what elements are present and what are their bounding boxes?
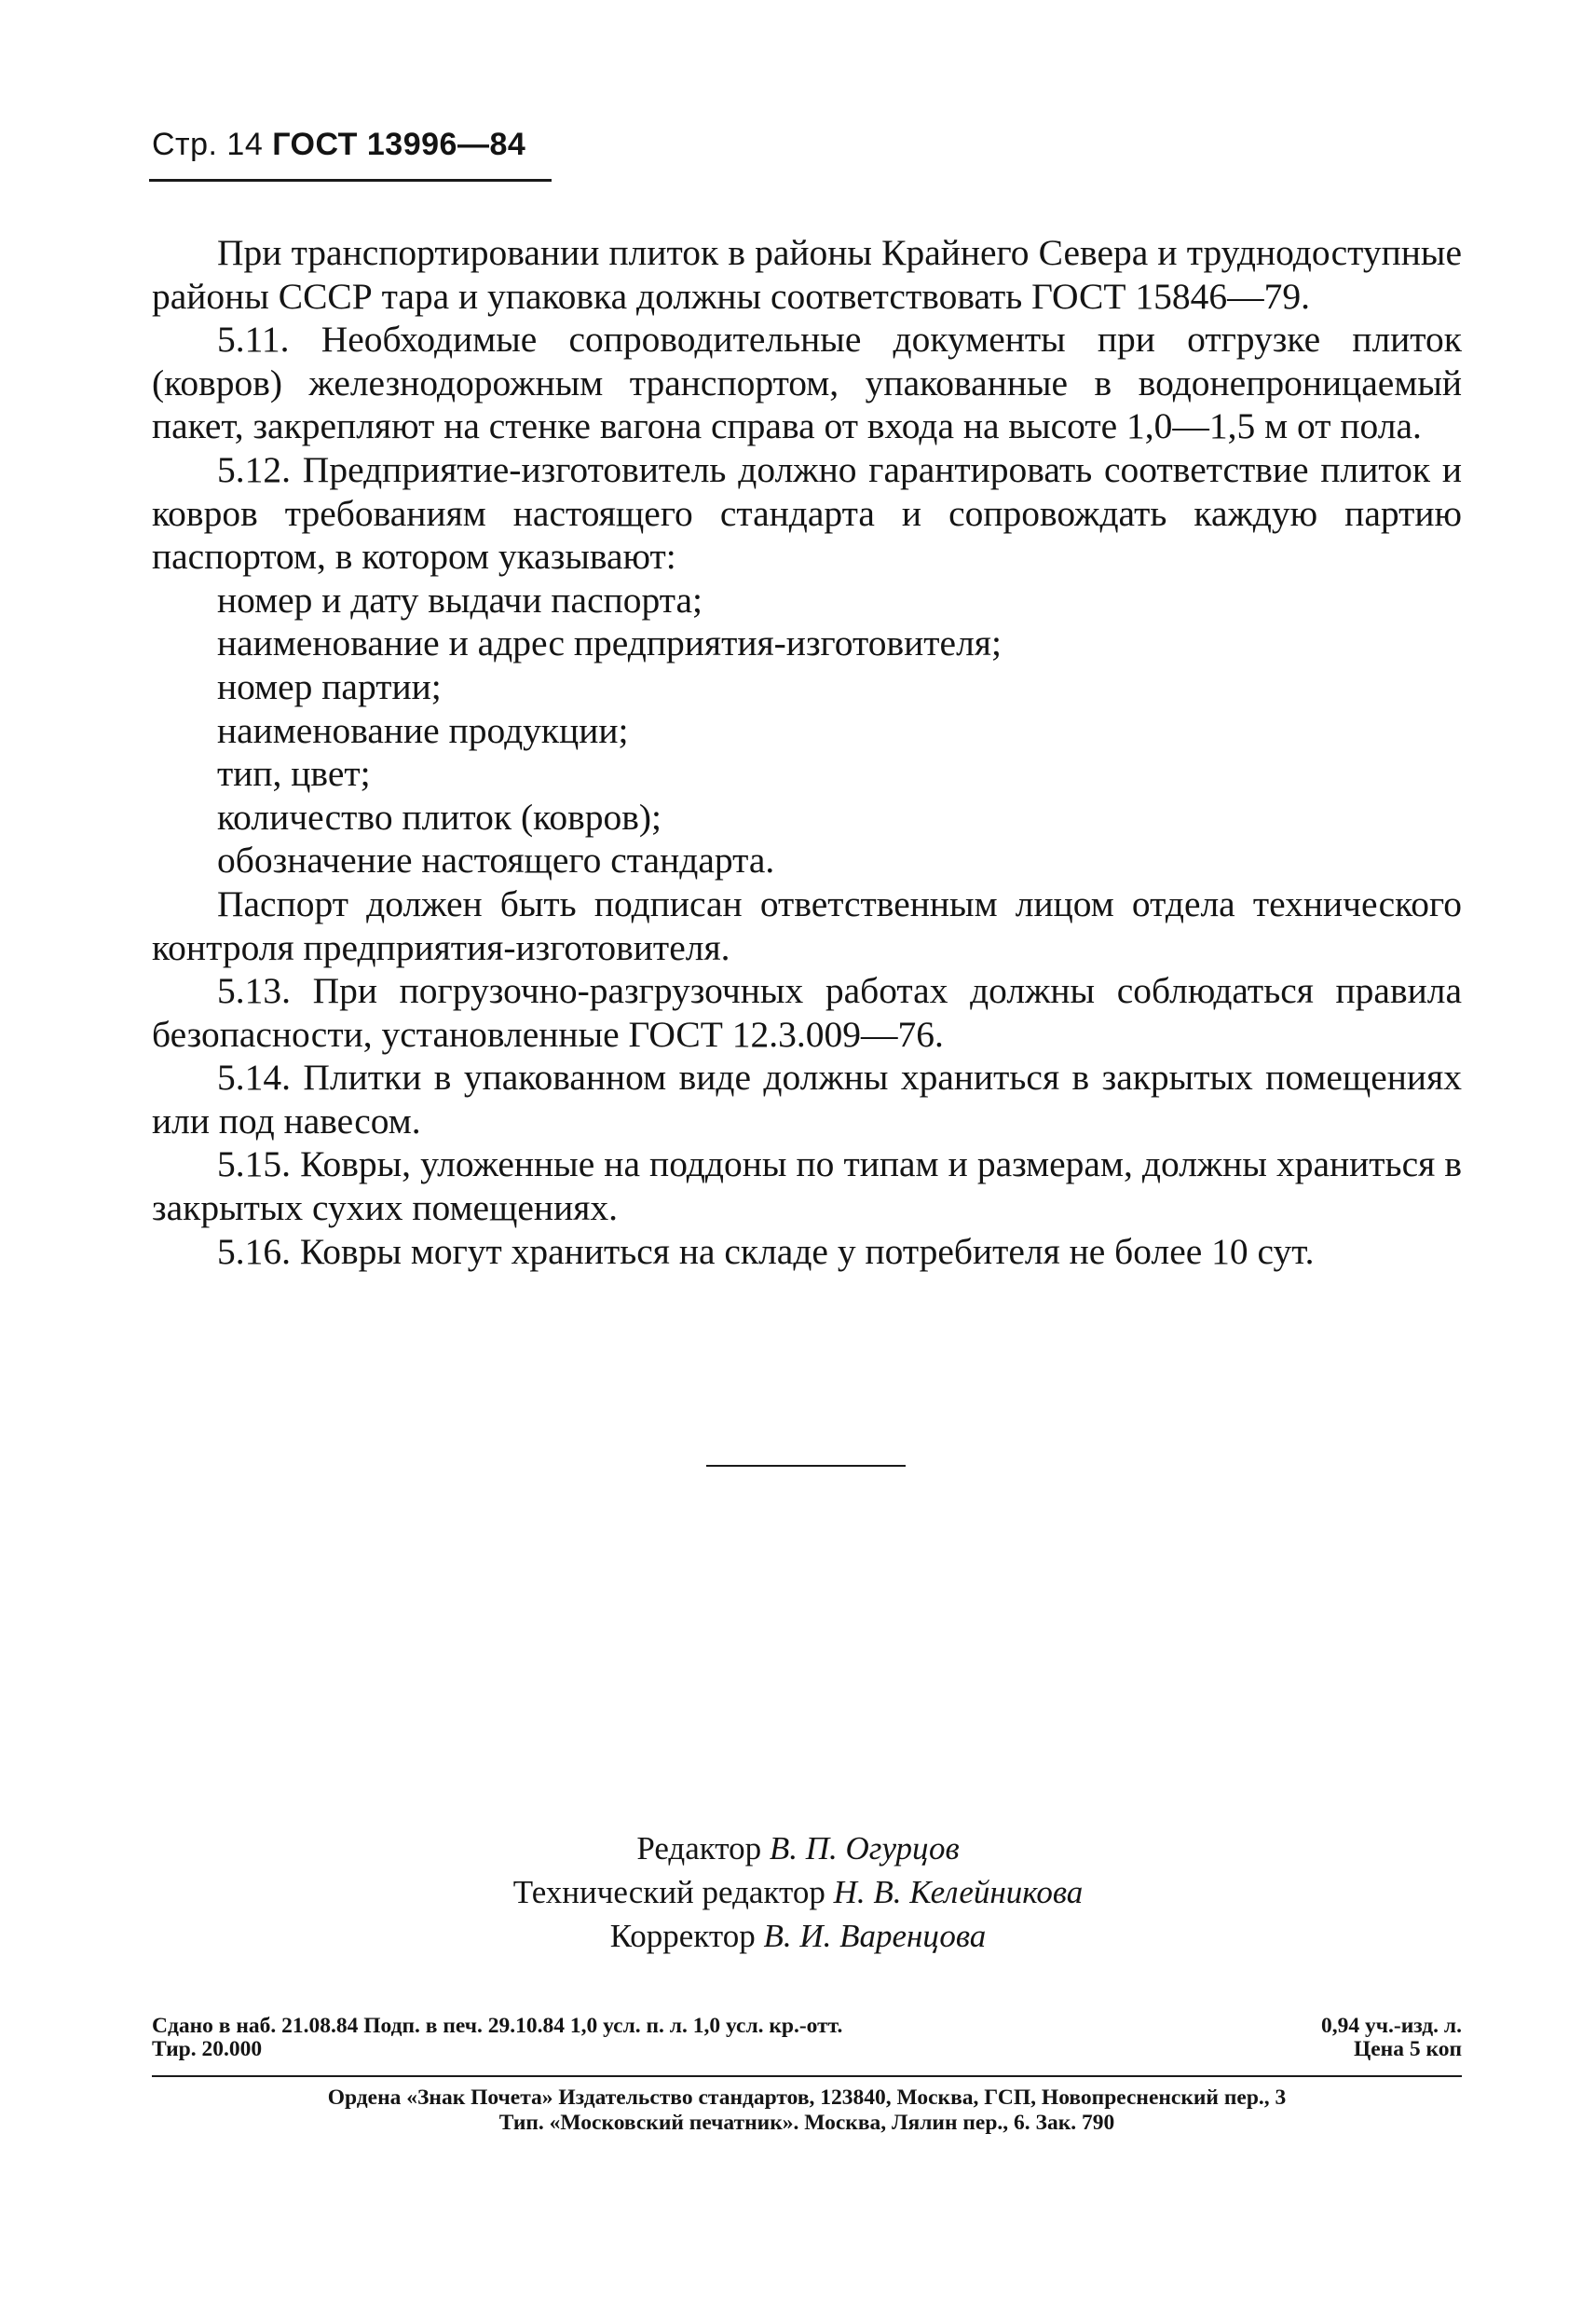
list-item: наименование продукции; bbox=[217, 709, 629, 751]
credits-block bbox=[0, 1826, 1596, 1958]
list-item: количество плиток (ковров); bbox=[217, 796, 662, 838]
paragraph: При транспортировании плиток в районы Крайнего Севера и труднодоступные районы СССР тара и упаковка должны соответствовать ГОСТ 15846—79. bbox=[152, 232, 1462, 317]
print-imprint bbox=[152, 2015, 1462, 2061]
imprint-rule bbox=[152, 2075, 1462, 2077]
credit-role: Редактор bbox=[636, 1830, 762, 1867]
credit-name: В. П. Огурцов bbox=[769, 1830, 960, 1867]
page-label: Стр. 14 bbox=[152, 127, 264, 162]
list-item: тип, цвет; bbox=[217, 753, 371, 795]
list-item: наименование и адрес предприятия-изготовителя; bbox=[217, 622, 1002, 664]
running-header bbox=[152, 127, 525, 163]
paragraph: 5.14. Плитки в упакованном виде должны храниться в закрытых помещениях или под навесом. bbox=[152, 1057, 1462, 1142]
imprint-print-run: Тир. 20.000 bbox=[152, 2037, 263, 2061]
paragraph: 5.13. При погрузочно-разгрузочных работах должны соблюдаться правила безопасности, установленные ГОСТ 12.3.009—76. bbox=[152, 970, 1462, 1055]
imprint-sheets: 0,94 уч.-изд. л. bbox=[1321, 2014, 1462, 2038]
credit-proofreader bbox=[0, 1914, 1596, 1958]
list-item: номер и дату выдачи паспорта; bbox=[217, 579, 703, 621]
publisher-info bbox=[152, 2085, 1462, 2136]
list-item: обозначение настоящего стандарта. bbox=[217, 840, 775, 882]
publisher-line: Ордена «Знак Почета» Издательство стандартов, 123840, Москва, ГСП, Новопресненский пер., 3 bbox=[327, 2085, 1287, 2110]
body-text bbox=[152, 231, 1462, 1273]
credit-name: Н. В. Келейникова bbox=[833, 1874, 1084, 1910]
credit-technical-editor bbox=[0, 1870, 1596, 1914]
imprint-dates: Сдано в наб. 21.08.84 Подп. в печ. 29.10.84 1,0 усл. п. л. 1,0 усл. кр.-отт. bbox=[152, 2014, 843, 2038]
header-doc-id: ГОСТ 13996—84 bbox=[272, 127, 526, 162]
printer-line: Тип. «Московский печатник». Москва, Лялин пер., 6. Зак. 790 bbox=[498, 2111, 1115, 2135]
imprint-price: Цена 5 коп bbox=[1353, 2037, 1462, 2061]
paragraph: 5.16. Ковры могут храниться на складе у потребителя не более 10 сут. bbox=[217, 1230, 1315, 1272]
paragraph: 5.11. Необходимые сопроводительные документы при отгрузке плиток (ковров) железнодорожным транспортом, упакованные в водонепроницаемый пакет, закрепляют на стенке вагона справа от входа на высоте 1,0—1,5 м от пола. bbox=[152, 319, 1462, 447]
section-divider bbox=[706, 1465, 906, 1467]
header-rule bbox=[149, 179, 552, 182]
credit-editor bbox=[0, 1826, 1596, 1870]
imprint-line bbox=[152, 2015, 1462, 2038]
credit-role: Корректор bbox=[609, 1918, 756, 1954]
paragraph: 5.12. Предприятие-изготовитель должно гарантировать соответствие плиток и ковров требованиям настоящего стандарта и сопровождать каждую партию паспортом, в котором указывают: bbox=[152, 448, 1462, 578]
paragraph: 5.15. Ковры, уложенные на поддоны по типам и размерам, должны храниться в закрытых сухих помещениях. bbox=[152, 1143, 1462, 1229]
credit-role: Технический редактор bbox=[512, 1874, 825, 1910]
paragraph: Паспорт должен быть подписан ответственным лицом отдела технического контроля предприятия-изготовителя. bbox=[152, 882, 1462, 968]
list-item: номер партии; bbox=[217, 665, 442, 707]
imprint-line bbox=[152, 2038, 1462, 2061]
credit-name: В. И. Варенцова bbox=[763, 1918, 987, 1954]
